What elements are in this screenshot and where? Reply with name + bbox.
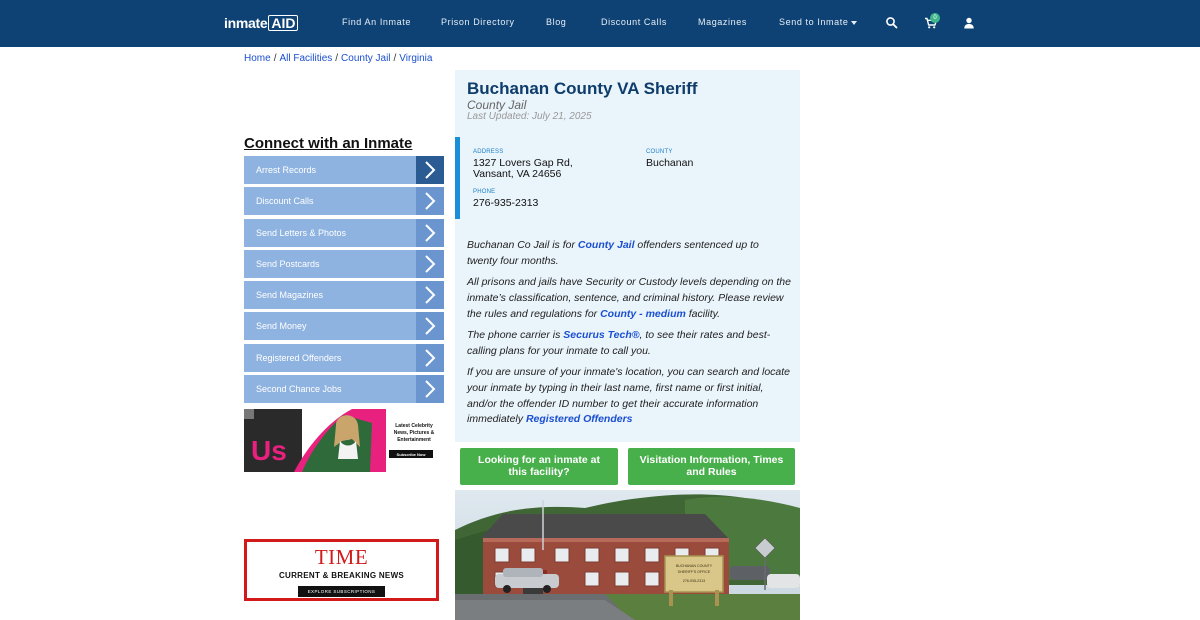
us-ad-tagline-2: News, Pictures & (393, 430, 435, 436)
sidebar-item-send-letters-photos[interactable] (244, 219, 444, 247)
facility-photo-art (455, 490, 800, 620)
desc-text: , to see their rates and best-calling plans for your inmate to call you. (467, 329, 771, 357)
find-inmate-button[interactable]: Looking for an inmate at this facility? (460, 448, 618, 485)
breadcrumb-home[interactable]: Home (244, 53, 271, 64)
us-weekly-ad-art (244, 409, 443, 472)
facility-info-panel (455, 70, 800, 442)
brand-text: inmate (224, 15, 268, 31)
chevron-right-icon (416, 375, 444, 403)
nav-find-an-inmate[interactable]: Find An Inmate (342, 17, 411, 27)
sidebar-menu (244, 156, 444, 406)
description-paragraph-2 (467, 275, 792, 322)
chevron-right-icon (416, 219, 444, 247)
sidebar-item-send-money[interactable] (244, 312, 444, 340)
chevron-right-icon (416, 250, 444, 278)
desc-text: facility. (685, 307, 721, 320)
nav-send-to-inmate[interactable] (779, 17, 857, 27)
us-weekly-ad[interactable] (244, 409, 443, 472)
desc-text: offenders sentenced up to twenty four months. (467, 239, 759, 267)
chevron-right-icon (416, 344, 444, 372)
description-paragraph-4 (467, 365, 792, 428)
brand-text-boxed: AID (268, 15, 298, 31)
county-value: Buchanan (646, 157, 694, 169)
us-ad-tagline-3: Entertainment (397, 437, 431, 443)
registered-offenders-link[interactable]: Registered Offenders (525, 413, 633, 426)
breadcrumb (244, 53, 432, 64)
address-line-1: 1327 Lovers Gap Rd, (473, 157, 573, 169)
nav-discount-calls[interactable]: Discount Calls (601, 17, 667, 27)
cart-count-badge: 0 (930, 13, 940, 23)
us-ad-cta: Subscribe Now (396, 452, 426, 457)
chevron-down-icon (851, 21, 857, 25)
desc-text: The phone carrier is (467, 329, 564, 341)
sidebar-item-label: Send Money (256, 321, 307, 332)
chevron-right-icon (416, 187, 444, 215)
sidebar-item-registered-offenders[interactable] (244, 344, 444, 372)
sidebar-item-second-chance-jobs[interactable] (244, 375, 444, 403)
breadcrumb-all-facilities[interactable]: All Facilities (279, 53, 333, 64)
sidebar-item-label: Send Letters & Photos (256, 227, 347, 238)
breadcrumb-separator: / (335, 53, 339, 64)
desc-text: If you are unsure of your inmate's location, you can search and locate your inmate by typing in their last name, first name or first initial, and/or the offender ID number to get their accurate information immediately (467, 366, 791, 426)
facility-contact-block (455, 137, 800, 219)
nav-prison-directory[interactable]: Prison Directory (441, 17, 515, 27)
sign-line-3: 276-935-2313 (682, 579, 706, 583)
facility-photo (455, 490, 800, 620)
description-paragraph-3 (467, 328, 792, 360)
chevron-right-icon (416, 312, 444, 340)
nav-send-to-inmate-label: Send to Inmate (779, 17, 849, 27)
phone-value: 276-935-2313 (473, 197, 539, 209)
address-label: ADDRESS (473, 149, 504, 155)
sign-line-1: BUCHANAN COUNTY (675, 564, 713, 568)
sidebar-item-send-magazines[interactable] (244, 281, 444, 309)
breadcrumb-separator: / (273, 53, 277, 64)
time-logo: TIME (314, 545, 369, 569)
sidebar-item-label: Arrest Records (256, 165, 317, 175)
sidebar-item-label: Discount Calls (256, 196, 314, 207)
county-medium-link[interactable]: County - medium (600, 307, 686, 320)
county-jail-link[interactable]: County Jail (577, 239, 635, 251)
sidebar-item-send-postcards[interactable] (244, 250, 444, 278)
time-explore-button: EXPLORE SUBSCRIPTIONS (298, 586, 386, 597)
sidebar-item-label: Second Chance Jobs (256, 383, 342, 394)
brand-logo[interactable] (224, 14, 298, 32)
facility-type: County Jail (467, 98, 527, 112)
breadcrumb-virginia[interactable]: Virginia (399, 53, 433, 64)
nav-magazines[interactable]: Magazines (698, 17, 747, 27)
chevron-right-icon (416, 281, 444, 309)
sidebar-item-label: Send Magazines (256, 290, 324, 300)
sidebar-item-arrest-records[interactable] (244, 156, 444, 184)
time-headline: CURRENT & BREAKING NEWS (278, 571, 405, 580)
address-line-2: Vansant, VA 24656 (473, 168, 562, 180)
user-icon[interactable] (962, 16, 976, 30)
sidebar-item-label: Send Postcards (256, 258, 320, 269)
accent-bar (455, 137, 460, 219)
top-navbar (0, 0, 1200, 47)
us-weekly-logo: Us (251, 435, 287, 466)
phone-label: PHONE (473, 189, 496, 195)
chevron-right-icon (416, 156, 444, 184)
time-magazine-ad[interactable] (244, 539, 439, 601)
facility-title: Buchanan County VA Sheriff (467, 79, 698, 98)
county-label: COUNTY (646, 149, 673, 155)
last-updated: Last Updated: July 21, 2025 (467, 111, 592, 122)
breadcrumb-separator: / (393, 53, 397, 64)
sidebar-item-discount-calls[interactable] (244, 187, 444, 215)
us-ad-tagline-1: Latest Celebrity (395, 423, 433, 429)
nav-blog[interactable]: Blog (546, 17, 567, 27)
visitation-info-button[interactable]: Visitation Information, Times and Rules (628, 448, 795, 485)
sidebar-title: Connect with an Inmate (244, 135, 413, 152)
desc-text: Buchanan Co Jail is for (467, 239, 578, 251)
sidebar-item-label: Registered Offenders (256, 352, 342, 363)
search-icon[interactable] (885, 16, 899, 30)
description-paragraph-1 (467, 238, 792, 270)
sign-line-2: SHERIFF'S OFFICE (677, 570, 711, 574)
desc-text: All prisons and jails have Security or Custody levels depending on the inmate’s classification, sentence, and criminal history. Please review the rules and regulations for (467, 276, 791, 320)
breadcrumb-county-jail[interactable]: County Jail (341, 53, 391, 64)
securus-tech-link[interactable]: Securus Tech® (563, 329, 640, 341)
